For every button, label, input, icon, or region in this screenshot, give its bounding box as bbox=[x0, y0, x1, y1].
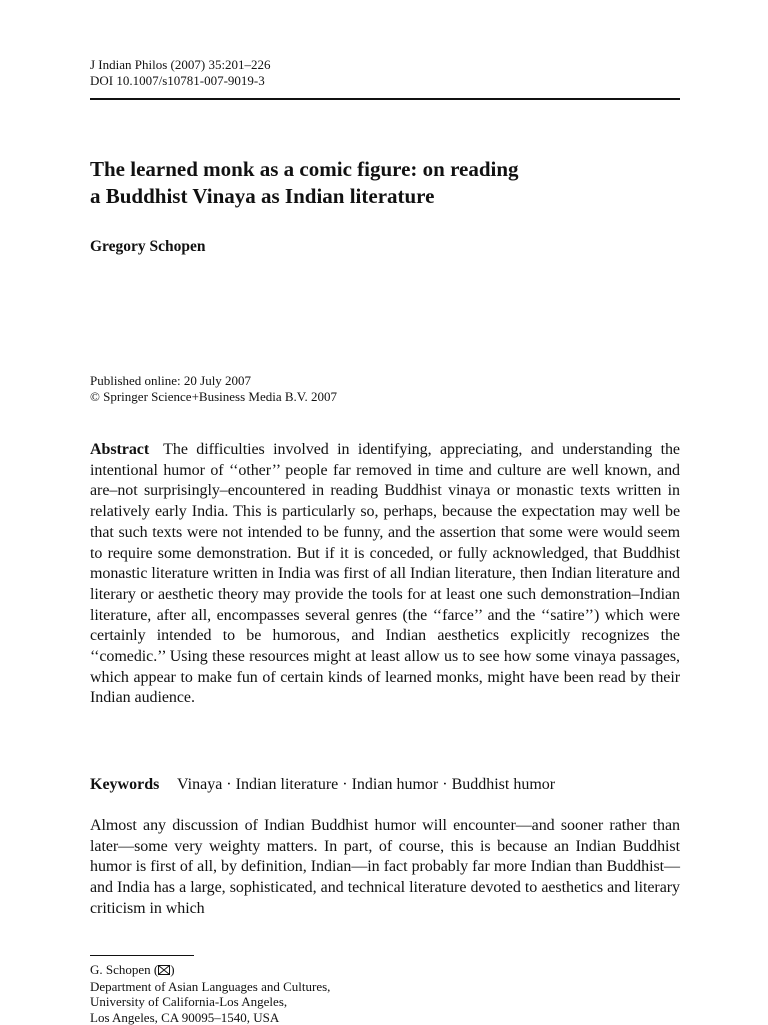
title-line-2: a Buddhist Vinaya as Indian literature bbox=[90, 184, 434, 208]
keyword-item: Indian literature bbox=[236, 776, 339, 793]
envelope-icon bbox=[158, 963, 170, 979]
article-page bbox=[90, 0, 680, 1024]
footnote-rule bbox=[90, 955, 194, 956]
publication-info bbox=[90, 373, 337, 405]
abstract-text: The difficulties involved in identifying, appreciating, and understanding the intentional humor of ‘‘other’’ people far removed in time and culture are well known, and are–not surprisingly–encountered in reading Buddhist vinaya or monastic texts written in relatively early India. This is particularly so, perhaps, because the expectation may well be that such texts were not intended to be funny, and the assertion that some were would seem to require some demonstration. But if it is conceded, or fully acknowledged, that Buddhist monastic literature written in India was first of all Indian literature, then Indian literature and literary or aesthetic theory may provide the tools for at least one such demonstration–Indian literature, after all, encompasses several genres (the ‘‘farce’’ and the ‘‘satire’’) which were certainly intended to be humorous, and Indian aesthetics explicitly recognizes the ‘‘comedic.’’ Using these resources might at least allow us to see how some vinaya passages, which appear to make fun of certain kinds of learned monks, might have been read by their Indian audience. bbox=[90, 441, 680, 706]
keyword-item: Vinaya bbox=[177, 776, 222, 793]
journal-citation: J Indian Philos (2007) 35:201–226 bbox=[90, 57, 271, 73]
abstract-label: Abstract bbox=[90, 441, 149, 458]
keyword-separator: · bbox=[442, 776, 447, 793]
copyright-notice: © Springer Science+Business Media B.V. 2007 bbox=[90, 389, 337, 405]
keyword-item: Indian humor bbox=[352, 776, 439, 793]
journal-header bbox=[90, 57, 271, 89]
affiliation-name: G. Schopen ( bbox=[90, 962, 158, 977]
affiliation-department: Department of Asian Languages and Cultures, bbox=[90, 979, 330, 995]
article-title bbox=[90, 156, 680, 210]
header-rule bbox=[90, 98, 680, 100]
abstract bbox=[90, 440, 680, 709]
author-name: Gregory Schopen bbox=[90, 238, 206, 256]
author-affiliation bbox=[90, 962, 330, 1025]
keywords-label: Keywords bbox=[90, 776, 159, 793]
title-line-1: The learned monk as a comic figure: on reading bbox=[90, 157, 519, 181]
keyword-item: Buddhist humor bbox=[452, 776, 556, 793]
keywords bbox=[90, 774, 680, 795]
affiliation-university: University of California-Los Angeles, bbox=[90, 994, 330, 1010]
keyword-separator: · bbox=[342, 776, 347, 793]
keyword-separator: · bbox=[226, 776, 231, 793]
body-paragraph: Almost any discussion of Indian Buddhist humor will encounter—and sooner rather than later—some very weighty matters. In part, of course, this is because an Indian Buddhist humor is first of all, by definition, Indian—in fact probably far more Indian than Buddhist—and India has a large, sophisticated, and technical literature devoted to aesthetics and literary criticism in which bbox=[90, 816, 680, 920]
published-online: Published online: 20 July 2007 bbox=[90, 373, 337, 389]
affiliation-address: Los Angeles, CA 90095–1540, USA bbox=[90, 1010, 330, 1025]
journal-doi: DOI 10.1007/s10781-007-9019-3 bbox=[90, 73, 271, 89]
affiliation-name-close: ) bbox=[170, 962, 174, 977]
